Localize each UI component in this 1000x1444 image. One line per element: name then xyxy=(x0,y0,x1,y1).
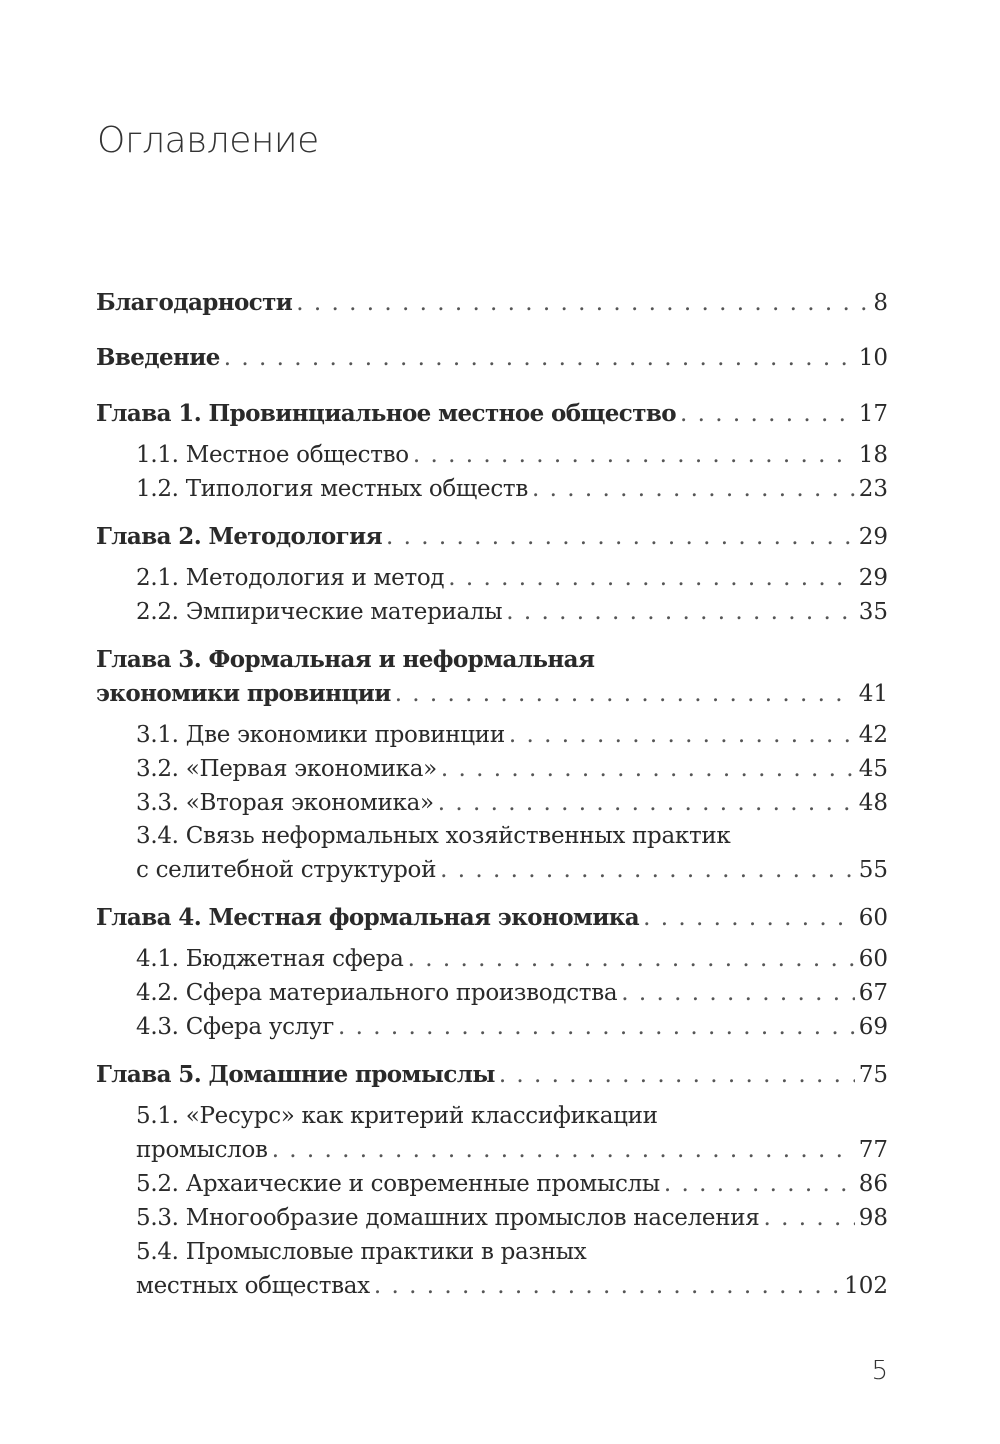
toc-entry-line xyxy=(136,1099,888,1133)
toc-entry-title: с селитебной структурой xyxy=(136,857,437,883)
toc-section-entry xyxy=(136,1167,888,1201)
toc-page-number: 48 xyxy=(858,790,888,816)
toc-entry-title: промыслов xyxy=(136,1137,268,1163)
toc-page-number: 75 xyxy=(858,1062,888,1088)
toc-page-number: 69 xyxy=(858,1014,888,1040)
dot-leader xyxy=(441,752,855,786)
toc-entry-title: Глава 2. Методология xyxy=(96,523,382,550)
dot-leader xyxy=(448,561,854,595)
dot-leader xyxy=(680,397,855,431)
toc-section-entry xyxy=(136,472,888,506)
toc-entry-title: Благодарности xyxy=(96,289,293,316)
toc-entry-line xyxy=(136,1010,888,1044)
dot-leader xyxy=(395,677,855,711)
toc-entry-title: 2.1. Методология и метод xyxy=(136,565,445,591)
toc-section-entry xyxy=(136,942,888,976)
toc-section-entry xyxy=(136,561,888,595)
toc-entry-line xyxy=(96,1058,888,1092)
dot-leader xyxy=(413,438,855,472)
toc-chapter-entry xyxy=(96,397,888,431)
toc-entry-title: 3.1. Две экономики провинции xyxy=(136,722,505,748)
toc-page-number: 86 xyxy=(858,1171,888,1197)
toc-entry-line xyxy=(96,643,888,677)
toc-entry-title: 3.4. Связь неформальных хозяйственных практик xyxy=(136,823,731,849)
toc-entry-title: экономики провинции xyxy=(96,680,391,707)
toc-page-number: 29 xyxy=(858,524,888,550)
dot-leader xyxy=(440,853,855,887)
toc-section-entry xyxy=(136,1010,888,1044)
toc-entry-title: 5.3. Многообразие домашних промыслов населения xyxy=(136,1205,760,1231)
dot-leader xyxy=(621,976,854,1010)
toc-chapter-entry xyxy=(96,341,888,375)
toc-page-number: 55 xyxy=(858,857,888,883)
toc-entry-title: 4.3. Сфера услуг xyxy=(136,1014,334,1040)
dot-leader xyxy=(296,286,869,320)
dot-leader xyxy=(338,1010,855,1044)
toc-entry-title: Глава 1. Провинциальное местное общество xyxy=(96,400,676,427)
toc-entry-line xyxy=(136,853,888,887)
toc-entry-line xyxy=(136,819,888,853)
toc-page-number: 60 xyxy=(858,905,888,931)
toc-entry-title: 1.1. Местное общество xyxy=(136,442,409,468)
toc-entry-line xyxy=(136,786,888,820)
toc-entry-line xyxy=(136,595,888,629)
dot-leader xyxy=(764,1201,855,1235)
dot-leader xyxy=(438,786,855,820)
toc-entry-title: Глава 3. Формальная и неформальная xyxy=(96,646,595,673)
toc-section-entry xyxy=(136,976,888,1010)
toc-entry-title: Глава 4. Местная формальная экономика xyxy=(96,904,640,931)
dot-leader xyxy=(408,942,855,976)
toc-page-number: 41 xyxy=(858,681,888,707)
toc-entry-title: 4.1. Бюджетная сфера xyxy=(136,946,404,972)
toc-entry-line xyxy=(96,341,888,375)
toc-entry-title: местных обществах xyxy=(136,1273,370,1299)
toc-entry-title: 5.4. Промысловые практики в разных xyxy=(136,1239,587,1265)
toc-entry-line xyxy=(136,1167,888,1201)
page-title: Оглавление xyxy=(97,120,319,161)
toc-section-entry xyxy=(136,1235,888,1303)
page-number: 5 xyxy=(871,1356,888,1386)
toc-entry-title: 1.2. Типология местных обществ xyxy=(136,476,528,502)
dot-leader xyxy=(224,341,855,375)
toc-entry-line xyxy=(136,1269,888,1303)
toc-entry-line xyxy=(136,472,888,506)
toc-entry-line xyxy=(136,561,888,595)
toc-page-number: 45 xyxy=(858,756,888,782)
toc-entry-line xyxy=(96,397,888,431)
toc-section-entry xyxy=(136,752,888,786)
toc-page-number: 8 xyxy=(873,290,888,316)
toc-entry-title: 5.2. Архаические и современные промыслы xyxy=(136,1171,660,1197)
toc-section-entry xyxy=(136,1099,888,1167)
dot-leader xyxy=(272,1133,855,1167)
toc-page-number: 29 xyxy=(858,565,888,591)
toc-entry-line xyxy=(96,677,888,711)
toc-entry-line xyxy=(136,718,888,752)
toc-page-number: 67 xyxy=(858,980,888,1006)
toc-entry-title: 3.3. «Вторая экономика» xyxy=(136,790,434,816)
toc-entry-title: 4.2. Сфера материального производства xyxy=(136,980,618,1006)
dot-leader xyxy=(499,1058,855,1092)
toc-page-number: 23 xyxy=(858,476,888,502)
toc-section-entry xyxy=(136,438,888,472)
dot-leader xyxy=(664,1167,855,1201)
toc-chapter-entry xyxy=(96,643,888,711)
toc-section-entry xyxy=(136,1201,888,1235)
toc-page-number: 35 xyxy=(858,599,888,625)
dot-leader xyxy=(374,1269,840,1303)
toc-entry-title: Глава 5. Домашние промыслы xyxy=(96,1061,495,1088)
toc-entry-title: 5.1. «Ресурс» как критерий классификации xyxy=(136,1103,658,1129)
toc-entry-line xyxy=(96,286,888,320)
toc-page-number: 60 xyxy=(858,946,888,972)
toc-entry-line xyxy=(136,438,888,472)
toc-section-entry xyxy=(136,595,888,629)
dot-leader xyxy=(386,520,855,554)
toc-entry-title: 2.2. Эмпирические материалы xyxy=(136,599,503,625)
dot-leader xyxy=(532,472,855,506)
toc-entry-line xyxy=(96,520,888,554)
toc-entry-line xyxy=(136,976,888,1010)
toc-page-number: 102 xyxy=(844,1273,888,1299)
toc-page-number: 77 xyxy=(858,1137,888,1163)
toc-page-number: 18 xyxy=(858,442,888,468)
toc-section-entry xyxy=(136,786,888,820)
toc-entry-line xyxy=(136,1201,888,1235)
toc-entry-title: 3.2. «Первая экономика» xyxy=(136,756,437,782)
toc-page-number: 17 xyxy=(858,401,888,427)
toc-page-number: 42 xyxy=(858,722,888,748)
dot-leader xyxy=(506,595,854,629)
dot-leader xyxy=(509,718,855,752)
toc-chapter-entry xyxy=(96,286,888,320)
toc-entry-line xyxy=(136,752,888,786)
toc-entry-line xyxy=(96,901,888,935)
toc-entry-title: Введение xyxy=(96,344,220,371)
toc-section-entry xyxy=(136,819,888,887)
toc-chapter-entry xyxy=(96,901,888,935)
toc-entry-line xyxy=(136,942,888,976)
dot-leader xyxy=(643,901,855,935)
toc-entry-line xyxy=(136,1235,888,1269)
toc-page-number: 98 xyxy=(858,1205,888,1231)
toc-chapter-entry xyxy=(96,1058,888,1092)
toc-section-entry xyxy=(136,718,888,752)
toc-page-number: 10 xyxy=(858,345,888,371)
toc-entry-line xyxy=(136,1133,888,1167)
toc-chapter-entry xyxy=(96,520,888,554)
